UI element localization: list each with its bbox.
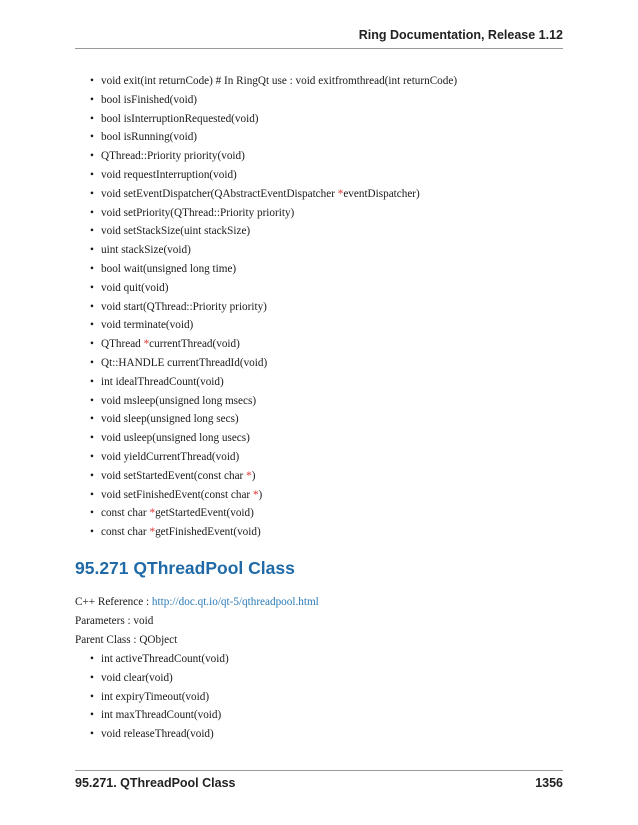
list-item — [90, 504, 578, 523]
list-item — [90, 706, 578, 725]
method-text: bool isInterruptionRequested(void) — [101, 112, 259, 125]
method-text: QThread — [101, 338, 144, 351]
list-item — [90, 298, 578, 317]
bullet-icon: • — [90, 709, 94, 722]
list-item — [90, 260, 578, 279]
header-rule — [75, 48, 563, 49]
bullet-icon: • — [90, 75, 94, 87]
method-text: void setStackSize(uint stackSize) — [101, 225, 251, 238]
bullet-icon: • — [90, 300, 94, 313]
bullet-icon: • — [90, 394, 94, 407]
section-title: 95.271 QThreadPool Class — [75, 558, 295, 578]
page-footer — [75, 776, 563, 790]
method-text: const char — [101, 507, 150, 520]
bullet-icon: • — [90, 187, 94, 200]
method-text-tail: ) — [258, 488, 263, 501]
method-text: void setPriority(QThread::Priority priority) — [101, 206, 295, 219]
list-item — [90, 241, 578, 260]
bullet-icon: • — [90, 93, 94, 106]
list-item — [90, 392, 578, 411]
method-text: int idealThreadCount(void) — [101, 375, 224, 388]
method-text: void terminate(void) — [101, 319, 194, 332]
bullet-icon: • — [90, 413, 94, 426]
pointer-star: * — [149, 507, 156, 520]
method-text: void exit(int returnCode) # In RingQt use : void exitfromthread(int returnCode) — [101, 75, 458, 87]
bullet-icon: • — [90, 488, 94, 501]
bullet-icon: • — [90, 150, 94, 163]
pointer-star: * — [252, 488, 259, 501]
list-item — [90, 335, 578, 354]
method-text: int expiryTimeout(void) — [101, 690, 210, 703]
bullet-icon: • — [90, 671, 94, 684]
bullet-icon: • — [90, 728, 94, 741]
method-text: int activeThreadCount(void) — [101, 653, 229, 665]
list-item — [90, 523, 578, 542]
bullet-icon: • — [90, 131, 94, 144]
pointer-star: * — [149, 526, 156, 539]
list-item — [90, 410, 578, 429]
pointer-star: * — [143, 338, 150, 351]
method-text-tail: ) — [251, 469, 256, 482]
method-text-tail: getFinishedEvent(void) — [155, 526, 261, 539]
list-item — [90, 110, 578, 129]
bullet-icon: • — [90, 244, 94, 257]
cpp-reference — [75, 594, 319, 610]
method-text: bool wait(unsigned long time) — [101, 262, 237, 275]
list-item — [90, 128, 578, 147]
bullet-icon: • — [90, 262, 94, 275]
pointer-star: * — [246, 469, 252, 482]
bullet-icon: • — [90, 356, 94, 369]
parent-class-line: Parent Class : QObject — [75, 634, 178, 646]
method-text-tail: eventDispatcher) — [343, 187, 420, 200]
bullet-icon: • — [90, 507, 94, 520]
cpp-reference-link[interactable]: http://doc.qt.io/qt-5/qthreadpool.html — [151, 596, 319, 608]
list-item — [90, 354, 578, 373]
method-text: void quit(void) — [101, 281, 169, 294]
bullet-icon: • — [90, 526, 94, 539]
list-item — [90, 429, 578, 448]
footer-section: 95.271. QThreadPool Class — [75, 776, 236, 790]
method-text: bool isRunning(void) — [101, 131, 198, 144]
bullet-icon: • — [90, 450, 94, 463]
method-text-tail: currentThread(void) — [149, 338, 240, 351]
bullet-icon: • — [90, 690, 94, 703]
qthreadpool-method-list — [90, 650, 578, 744]
list-item — [90, 222, 578, 241]
bullet-icon: • — [90, 375, 94, 388]
list-item — [90, 316, 578, 335]
method-text: void requestInterruption(void) — [101, 168, 237, 181]
method-text: void yieldCurrentThread(void) — [101, 450, 240, 463]
method-text: void clear(void) — [101, 671, 173, 684]
running-header: Ring Documentation, Release 1.12 — [358, 28, 563, 42]
list-item — [90, 669, 578, 688]
method-text: void usleep(unsigned long usecs) — [101, 432, 250, 445]
footer-rule — [75, 770, 563, 771]
list-item — [90, 166, 578, 185]
bullet-icon: • — [90, 281, 94, 294]
bullet-icon: • — [90, 168, 94, 181]
method-text: void msleep(unsigned long msecs) — [101, 394, 257, 407]
bullet-icon: • — [90, 225, 94, 238]
list-item — [90, 279, 578, 298]
method-text: Qt::HANDLE currentThreadId(void) — [101, 356, 268, 369]
method-text: int maxThreadCount(void) — [101, 709, 222, 722]
list-item — [90, 373, 578, 392]
method-text: void start(QThread::Priority priority) — [101, 300, 267, 313]
method-text: void setEventDispatcher(QAbstractEventDispatcher — [101, 187, 338, 200]
pointer-star: * — [337, 187, 344, 200]
cpp-reference-label: C++ Reference : — [75, 596, 152, 608]
list-item — [90, 650, 578, 669]
method-text: void releaseThread(void) — [101, 728, 214, 741]
list-item — [90, 486, 578, 505]
bullet-icon: • — [90, 469, 94, 482]
qthread-method-list — [90, 72, 578, 542]
list-item — [90, 688, 578, 707]
bullet-icon: • — [90, 112, 94, 125]
bullet-icon: • — [90, 338, 94, 351]
list-item — [90, 147, 578, 166]
method-text-tail: getStartedEvent(void) — [155, 507, 254, 520]
method-text: bool isFinished(void) — [101, 93, 198, 106]
method-text: void setStartedEvent(const char — [101, 469, 247, 482]
list-item — [90, 448, 578, 467]
page-number: 1356 — [535, 776, 563, 790]
method-text: QThread::Priority priority(void) — [101, 150, 245, 163]
method-text: void sleep(unsigned long secs) — [101, 413, 239, 426]
list-item — [90, 467, 578, 486]
bullet-icon: • — [90, 653, 94, 665]
bullet-icon: • — [90, 206, 94, 219]
parameters-line: Parameters : void — [75, 615, 154, 627]
list-item — [90, 185, 578, 204]
bullet-icon: • — [90, 319, 94, 332]
bullet-icon: • — [90, 432, 94, 445]
list-item — [90, 204, 578, 223]
list-item — [90, 91, 578, 110]
method-text: const char — [101, 526, 150, 539]
method-text: void setFinishedEvent(const char — [101, 488, 253, 501]
list-item — [90, 72, 578, 91]
list-item — [90, 725, 578, 744]
method-text: uint stackSize(void) — [101, 244, 191, 257]
